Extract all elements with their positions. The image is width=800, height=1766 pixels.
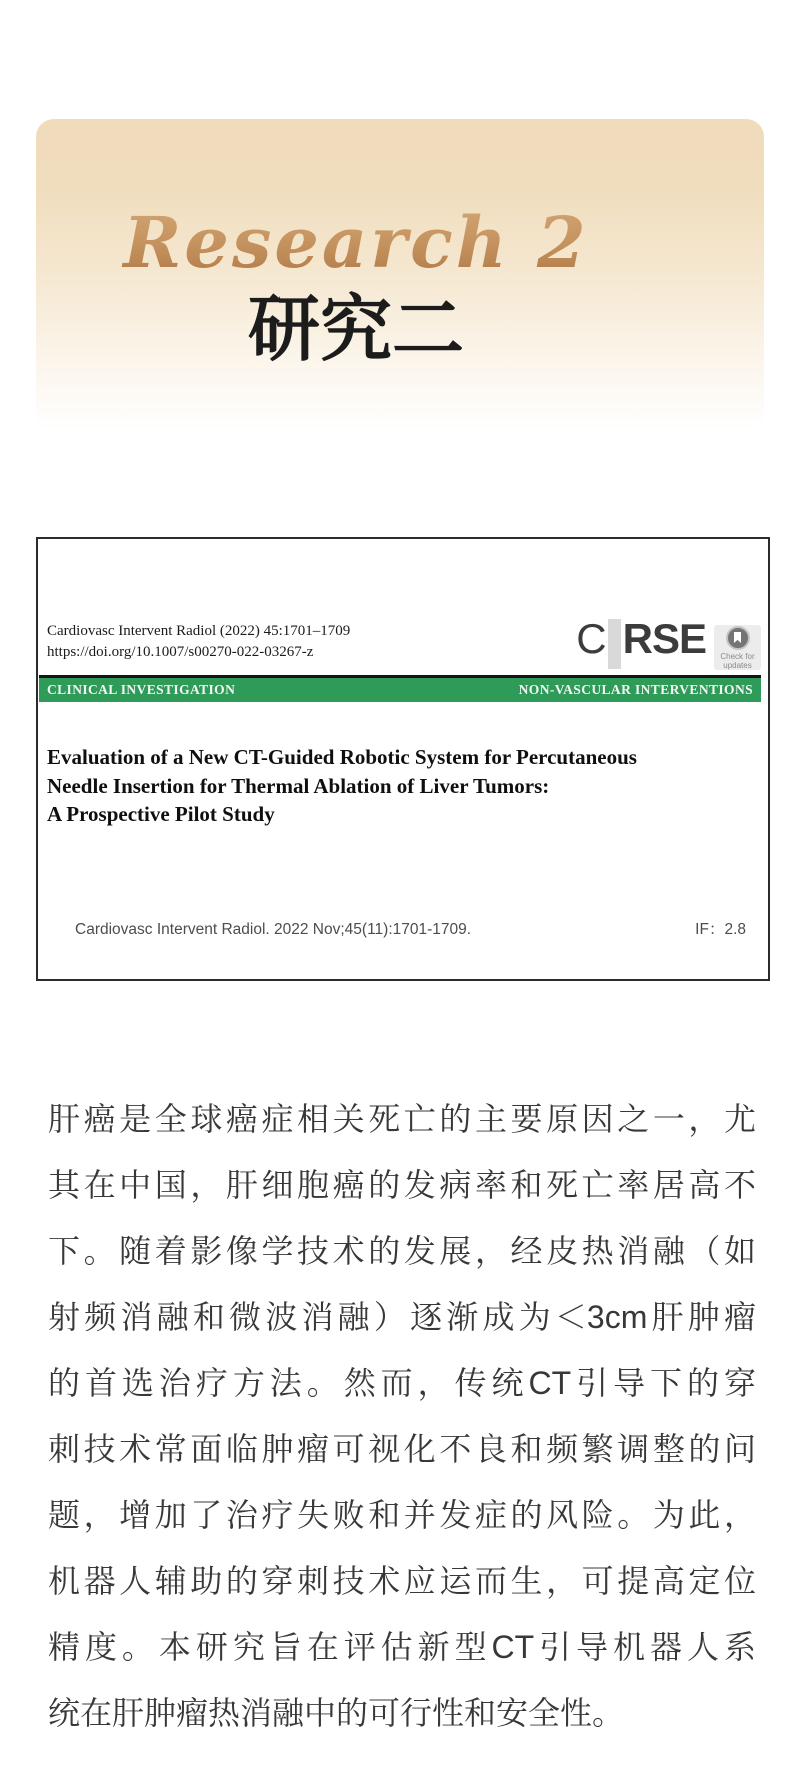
banner-left-label: CLINICAL INVESTIGATION: [47, 682, 236, 697]
summary-paragraph: [48, 1086, 756, 1746]
text-line: 射频消融和微波消融）逐渐成为＜3cm肝肿瘤: [48, 1299, 756, 1335]
journal-volume-line: Cardiovasc Intervent Radiol (2022) 45:1701–1709: [47, 623, 351, 639]
text-line: 题，增加了治疗失败和并发症的风险。为此，: [48, 1497, 756, 1533]
text-line: Needle Insertion for Thermal Ablation of Liver Tumors:: [47, 773, 550, 798]
text-line: 下。随着影像学技术的发展，经皮热消融（如: [48, 1233, 756, 1269]
cirse-logo-bar-icon: [608, 619, 621, 669]
impact-factor: IF：2.8: [695, 921, 746, 938]
text-line: 的首选治疗方法。然而，传统CT引导下的穿: [48, 1365, 756, 1401]
paper-title: [47, 743, 747, 829]
crossmark-icon: [726, 626, 750, 650]
paper-screenshot-card[interactable]: [36, 537, 770, 981]
cirse-logo-letter-c: C: [576, 615, 606, 662]
banner-right-label: NON-VASCULAR INTERVENTIONS: [518, 682, 753, 697]
text-line: Evaluation of a New CT-Guided Robotic System for Percutaneous: [47, 745, 637, 769]
text-line: 其在中国，肝细胞癌的发病率和死亡率居高不: [48, 1167, 756, 1203]
cirse-logo: [576, 615, 706, 671]
check-for-updates-badge: [714, 625, 761, 670]
article-type-banner: [39, 675, 761, 702]
bookmark-icon: [734, 632, 741, 643]
text-line: 刺技术常面临肿瘤可视化不良和频繁调整的问: [48, 1431, 756, 1467]
doi-link-text: https://doi.org/10.1007/s00270-022-03267-z: [47, 644, 314, 660]
check-for-updates-label: Check for updates: [720, 651, 755, 670]
text-line: 精度。本研究旨在评估新型CT引导机器人系: [48, 1629, 756, 1665]
cirse-logo-letters-rse: RSE: [622, 615, 706, 662]
text-line: 机器人辅助的穿刺技术应运而生，可提高定位: [48, 1563, 756, 1599]
section-title-chinese: 研究二: [247, 290, 464, 370]
journal-citation-block: [47, 621, 350, 663]
text-line: 肝癌是全球癌症相关死亡的主要原因之一，尤: [48, 1101, 756, 1137]
text-line: 统在肝肿瘤热消融中的可行性和安全性。: [48, 1695, 625, 1731]
section-title-english: Research 2: [0, 196, 712, 290]
text-line: A Prospective Pilot Study: [47, 802, 275, 826]
citation-row: [75, 917, 746, 939]
citation-text: Cardiovasc Intervent Radiol. 2022 Nov;45(11):1701-1709.: [75, 921, 472, 938]
